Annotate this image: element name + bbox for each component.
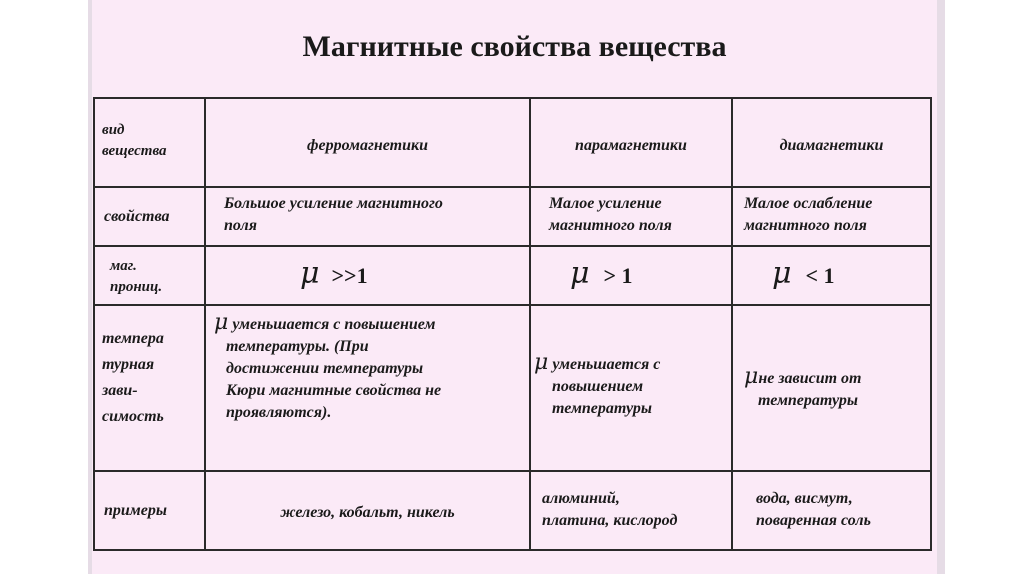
column-divider [731, 97, 733, 551]
row-header-permeability: маг. прониц. [110, 258, 163, 295]
ferro-permeability [300, 256, 368, 291]
ferro-temperature: μ уменьшается с повышением температуры. (При достижении температуры Кюри магнитные свойства не проявляются). [214, 310, 442, 421]
para-property: Малое усиление магнитного поля [549, 195, 672, 234]
mu-relation: > 1 [603, 263, 633, 288]
table-border-top [93, 97, 932, 99]
dia-temperature: μне зависит от температуры [744, 364, 862, 409]
dia-property: Малое ослабление магнитного поля [744, 195, 873, 234]
slide-frame-right [937, 0, 945, 574]
mu-symbol: μ [772, 256, 792, 291]
row-divider [93, 304, 932, 306]
row-header-type: вид вещества [102, 122, 167, 159]
mu-relation: >>1 [331, 263, 368, 288]
row-header-properties: свойства [104, 208, 170, 225]
table-border-right [930, 97, 932, 551]
table-border-bottom [93, 549, 932, 551]
table-border-left [93, 97, 95, 551]
para-permeability [570, 256, 633, 291]
row-divider [93, 186, 932, 188]
ferro-property: Большое усиление магнитного поля [224, 195, 443, 234]
mu-symbol: μ [744, 364, 759, 389]
row-header-temperature: темпера турная зави- симость [102, 330, 164, 425]
page-title: Магнитные свойства вещества [302, 30, 727, 63]
row-divider [93, 245, 932, 247]
ferro-examples: железо, кобальт, никель [280, 504, 455, 521]
mu-relation: < 1 [805, 263, 835, 288]
column-divider [529, 97, 531, 551]
column-header-para: парамагнетики [575, 137, 687, 154]
row-divider [93, 470, 932, 472]
column-divider [204, 97, 206, 551]
mu-symbol: μ [300, 256, 320, 291]
slide-frame-left [88, 0, 92, 574]
row-header-examples: примеры [104, 502, 167, 519]
mu-symbol: μ [570, 256, 590, 291]
dia-permeability [772, 256, 835, 291]
mu-symbol: μ [214, 310, 229, 335]
column-header-dia: диамагнетики [779, 137, 884, 154]
para-examples: алюминий, платина, кислород [542, 490, 678, 529]
dia-examples: вода, висмут, поваренная соль [756, 490, 871, 529]
mu-symbol: μ [534, 350, 549, 375]
column-header-ferro: ферромагнетики [307, 137, 428, 154]
para-temperature: μ уменьшается с повышением температуры [534, 350, 661, 417]
